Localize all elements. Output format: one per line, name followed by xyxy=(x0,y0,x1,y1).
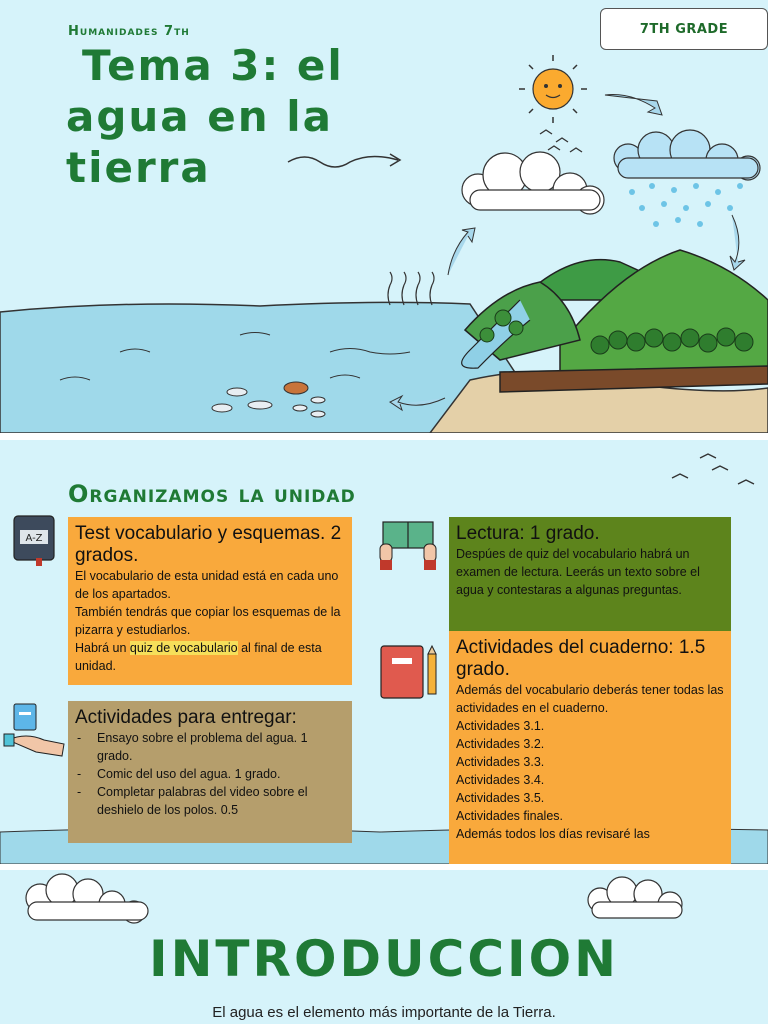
slide-water-cycle xyxy=(0,0,768,433)
rain-drops xyxy=(629,183,743,227)
birds xyxy=(672,454,754,484)
list-item: Actividades 3.4. xyxy=(456,773,545,787)
slide-organizamos xyxy=(0,440,768,864)
sea xyxy=(0,302,520,433)
cloud-icon xyxy=(588,877,682,918)
text-run: Habrá un xyxy=(75,641,130,655)
card-text xyxy=(75,639,345,675)
task-list xyxy=(75,729,345,819)
card-heading: Test vocabulario y esquemas. 2 grados. xyxy=(75,523,342,566)
list-item: Actividades 3.1. xyxy=(456,719,545,733)
text-run: al final de esta unidad. xyxy=(75,641,322,673)
card-text: El vocabulario de esta unidad está en cada uno de los apartados. xyxy=(75,569,339,601)
card-heading: Lectura: 1 grado. xyxy=(456,523,600,544)
arrow-cloud-down xyxy=(730,215,745,270)
title-line-2: agua en la xyxy=(66,92,334,141)
rain-cloud-icon xyxy=(614,130,760,180)
card-text: Además todos los días revisaré las xyxy=(456,827,650,841)
card-lectura xyxy=(449,517,731,631)
list-item: Actividades 3.3. xyxy=(456,755,545,769)
arrow-sun-to-cloud xyxy=(605,95,662,115)
list-item: Actividades 3.5. xyxy=(456,791,545,805)
open-book-icon xyxy=(380,522,436,570)
svg-text:A-Z: A-Z xyxy=(25,533,43,544)
slide-title xyxy=(66,40,426,193)
arrow-evaporation-up xyxy=(448,228,475,275)
highlighted-quiz: quiz de vocabulario xyxy=(129,641,238,655)
title-line-1: Tema 3: el xyxy=(82,41,344,90)
card-actividades-cuaderno xyxy=(449,631,731,864)
list-item: - Ensayo sobre el problema del agua. 1 grado. xyxy=(97,729,345,765)
list-item: - Comic del uso del agua. 1 grado. xyxy=(97,765,345,783)
list-item: Actividades finales. xyxy=(456,809,564,823)
notebook-icon xyxy=(381,646,436,698)
slide-introduccion xyxy=(0,870,768,1024)
section-title: Organizamos la unidad xyxy=(68,480,356,508)
sun-icon xyxy=(519,55,587,123)
title-line-3: tierra xyxy=(66,143,211,192)
card-text: Además del vocabulario deberás tener todas las actividades en el cuaderno. xyxy=(456,683,724,715)
evaporation-steam xyxy=(388,272,434,305)
birds xyxy=(540,130,582,152)
grade-badge: 7TH GRADE xyxy=(600,8,768,50)
card-text: También tendrás que copiar los esquemas de la pizarra y estudiarlos. xyxy=(75,605,341,637)
card-text: Despúes de quiz del vocabulario habrá un examen de lectura. Leerás un texto sobre el agua y contestaras a algunas preguntas. xyxy=(456,547,700,597)
hand-task-icon xyxy=(4,704,64,756)
soil-strip xyxy=(500,366,768,392)
card-test-vocabulario xyxy=(68,517,352,685)
card-heading: Actividades para entregar: xyxy=(75,707,297,728)
intro-title: INTRODUCCION xyxy=(148,930,619,988)
intro-text: El agua es el elemento más importante de la Tierra. xyxy=(212,1004,556,1021)
list-item: - Completar palabras del video sobre el deshielo de los polos. 0.5 xyxy=(97,783,345,819)
dictionary-icon xyxy=(14,516,54,566)
list-item: Actividades 3.2. xyxy=(456,737,545,751)
card-actividades-entregar xyxy=(68,701,352,843)
card-heading: Actividades del cuaderno: 1.5 grado. xyxy=(456,637,706,680)
slide-separator xyxy=(0,433,768,440)
course-kicker: Humanidades 7th xyxy=(68,24,190,39)
cloud-white-icon xyxy=(462,152,604,214)
cloud-icon xyxy=(26,874,148,923)
